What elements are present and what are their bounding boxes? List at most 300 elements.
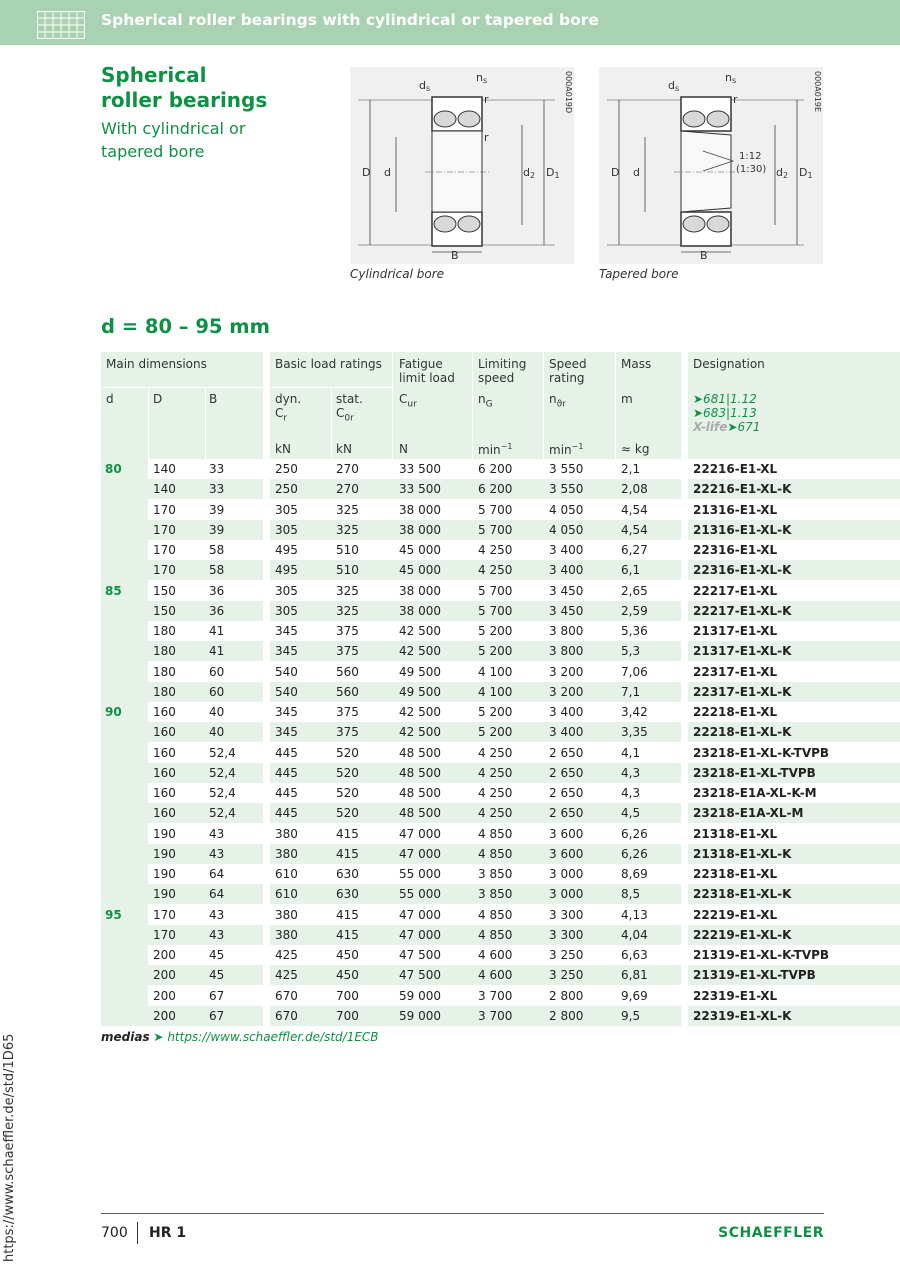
tapered-bore-figure: [599, 67, 823, 264]
table-cell: 610: [275, 867, 298, 881]
fig2-label-D1: D1: [799, 166, 813, 180]
table-cell: 520: [336, 765, 359, 780]
table-row: [0, 520, 900, 540]
table-cell: 560: [336, 684, 359, 699]
table-cell: 375: [336, 644, 359, 659]
th-main-dimensions: Main dimensions: [106, 357, 207, 371]
medias-link[interactable]: [101, 1030, 379, 1044]
table-cell: 6,63: [621, 948, 648, 962]
table-cell: 6,26: [621, 846, 648, 861]
table-row: [0, 803, 900, 823]
designation-cell: 22318-E1-XL: [693, 867, 778, 881]
table-cell: 425: [275, 968, 298, 983]
th-limiting: Limiting speed: [478, 357, 527, 385]
fig1-label-d: d: [384, 166, 391, 179]
table-cell: 150: [153, 603, 176, 618]
table-row: [0, 601, 900, 621]
th-unit-min-nr: $\min^{-1}$: [549, 442, 584, 457]
reference-link-671[interactable]: X-life➤671: [693, 420, 761, 434]
table-cell: 52,4: [209, 745, 236, 760]
table-cell: 6 200: [478, 482, 513, 497]
table-cell: 180: [153, 624, 176, 638]
table-cell: 140: [153, 482, 176, 497]
table-cell: 4 850: [478, 927, 513, 942]
table-cell: 4,3: [621, 786, 641, 800]
table-cell: 140: [153, 462, 176, 476]
table-cell: 4 050: [549, 502, 584, 517]
table-row: [0, 763, 900, 783]
table-cell: 4 250: [478, 745, 513, 760]
table-cell: 48 500: [399, 806, 441, 821]
table-cell: 610: [275, 887, 298, 902]
table-cell: 3 550: [549, 482, 584, 497]
table-row: [0, 844, 900, 864]
designation-cell: 23218-E1-XL-TVPB: [693, 765, 816, 780]
medias-url[interactable]: https://www.schaeffler.de/std/1ECB: [167, 1030, 379, 1044]
table-cell: 305: [275, 583, 298, 598]
table-cell: 495: [275, 543, 298, 557]
table-cell: 190: [153, 846, 176, 861]
table-cell: 170: [153, 543, 176, 557]
designation-cell: 21318-E1-XL: [693, 826, 778, 841]
th-cur: $C_{ur}$: [399, 392, 417, 410]
table-cell: 43: [209, 826, 225, 841]
th-B: B: [209, 392, 218, 406]
table-cell: 6,81: [621, 968, 648, 983]
table-cell: 560: [336, 664, 359, 679]
table-cell: 9,5: [621, 1008, 641, 1023]
table-cell: 3,42: [621, 705, 648, 719]
table-cell: 3 400: [549, 563, 584, 578]
table-cell: 5 200: [478, 725, 513, 740]
table-cell: 510: [336, 563, 359, 578]
table-cell: 510: [336, 543, 359, 557]
reference-link-683[interactable]: ➤683|1.13: [693, 406, 757, 420]
header-title: Spherical roller bearings with cylindrical or tapered bore: [101, 11, 599, 29]
fig2-label-D: D: [611, 166, 620, 179]
table-cell: 33 500: [399, 462, 441, 476]
table-cell: 4 100: [478, 684, 513, 699]
table-cell: 170: [153, 502, 176, 517]
section-title-line1: Spherical: [101, 63, 207, 87]
table-row: [0, 682, 900, 702]
table-cell: 4,5: [621, 806, 641, 821]
table-cell: 190: [153, 867, 176, 881]
fig2-label-B: B: [700, 249, 708, 262]
designation-cell: 21318-E1-XL-K: [693, 846, 792, 861]
table-row: [0, 986, 900, 1006]
fig1-label-B: B: [451, 249, 459, 262]
fig1-label-r1: r: [484, 93, 489, 106]
group-d-value: 95: [105, 907, 122, 922]
table-row: [0, 722, 900, 742]
table-cell: 630: [336, 887, 359, 902]
table-cell: 190: [153, 826, 176, 841]
table-cell: 540: [275, 664, 298, 679]
table-cell: 3 200: [549, 664, 584, 679]
th-dyn: dyn. $C_r$: [275, 392, 302, 424]
table-cell: 47 500: [399, 948, 441, 962]
designation-cell: 22317-E1-XL: [693, 664, 778, 679]
table-cell: 345: [275, 624, 298, 638]
table-cell: 4 850: [478, 826, 513, 841]
table-cell: 6,26: [621, 826, 648, 841]
section-subtitle-line2: tapered bore: [101, 142, 205, 161]
designation-cell: 21316-E1-XL: [693, 502, 778, 517]
table-cell: 5 700: [478, 583, 513, 598]
table-cell: 64: [209, 867, 225, 881]
designation-cell: 22318-E1-XL-K: [693, 887, 792, 902]
table-cell: 520: [336, 786, 359, 800]
table-cell: 380: [275, 907, 298, 922]
table-row: [0, 479, 900, 499]
table-cell: 4 250: [478, 765, 513, 780]
table-row: [0, 641, 900, 661]
reference-link-681[interactable]: ➤681|1.12: [693, 392, 757, 406]
designation-cell: 22316-E1-XL-K: [693, 563, 792, 578]
fig1-label-r2: r: [484, 131, 489, 144]
table-cell: 150: [153, 583, 176, 598]
fig2-label-ds: ds: [668, 79, 680, 93]
table-cell: 2,08: [621, 482, 648, 497]
table-cell: 250: [275, 482, 298, 497]
table-cell: 2 800: [549, 988, 584, 1003]
table-cell: 45 000: [399, 563, 441, 578]
th-stat: stat. $C_{0r}$: [336, 392, 363, 424]
table-cell: 45: [209, 968, 225, 983]
fig2-taper-ratio: 1:12: [739, 151, 762, 162]
table-cell: 415: [336, 927, 359, 942]
table-row: [0, 783, 900, 803]
fig2-label-ns: ns: [725, 71, 737, 85]
cylindrical-bore-caption: Cylindrical bore: [350, 267, 445, 281]
table-row: [0, 459, 900, 479]
designation-cell: 22216-E1-XL: [693, 462, 778, 476]
table-cell: 67: [209, 988, 225, 1003]
table-cell: 42 500: [399, 705, 441, 719]
table-cell: 6,27: [621, 543, 648, 557]
table-cell: 160: [153, 745, 176, 760]
group-d-value: 90: [105, 705, 122, 719]
fig1-label-ns: ns: [476, 71, 488, 85]
table-cell: 49 500: [399, 684, 441, 699]
th-basic-load: Basic load ratings: [275, 357, 382, 371]
designation-cell: 22218-E1-XL-K: [693, 725, 792, 740]
table-cell: 2 650: [549, 806, 584, 821]
table-cell: 380: [275, 927, 298, 942]
table-cell: 48 500: [399, 786, 441, 800]
th-m: m: [621, 392, 633, 406]
table-cell: 48 500: [399, 765, 441, 780]
table-cell: 325: [336, 522, 359, 537]
table-cell: 55 000: [399, 867, 441, 881]
table-row: [0, 743, 900, 763]
table-cell: 445: [275, 745, 298, 760]
designation-cell: 22217-E1-XL: [693, 583, 778, 598]
table-cell: 200: [153, 968, 176, 983]
table-cell: 3 700: [478, 988, 513, 1003]
table-row: [0, 540, 900, 560]
group-d-value: 80: [105, 462, 122, 476]
table-cell: 450: [336, 948, 359, 962]
table-cell: 325: [336, 583, 359, 598]
table-cell: 3,35: [621, 725, 648, 740]
table-row: [0, 965, 900, 985]
table-cell: 305: [275, 522, 298, 537]
table-cell: 170: [153, 522, 176, 537]
fig2-taper-ratio-alt: (1:30): [736, 164, 767, 175]
table-row: [0, 581, 900, 601]
table-cell: 60: [209, 664, 225, 679]
table-cell: 4,04: [621, 927, 648, 942]
table-cell: 3 800: [549, 624, 584, 638]
table-cell: 43: [209, 846, 225, 861]
designation-cell: 21319-E1-XL-K-TVPB: [693, 948, 830, 962]
table-cell: 2,1: [621, 462, 641, 476]
table-row: [0, 702, 900, 722]
designation-cell: 22219-E1-XL-K: [693, 927, 792, 942]
table-cell: 5 200: [478, 705, 513, 719]
fig1-label-d2: d2: [523, 166, 536, 180]
table-cell: 7,06: [621, 664, 648, 679]
table-cell: 33: [209, 462, 225, 476]
table-cell: 33 500: [399, 482, 441, 497]
table-cell: 52,4: [209, 765, 236, 780]
table-cell: 180: [153, 684, 176, 699]
designation-cell: 22216-E1-XL-K: [693, 482, 792, 497]
table-cell: 47 000: [399, 846, 441, 861]
table-cell: 160: [153, 705, 176, 719]
table-cell: 670: [275, 988, 298, 1003]
designation-cell: 23218-E1A-XL-M: [693, 806, 804, 821]
th-nr: $n_{ϑr}$: [549, 392, 566, 410]
designation-cell: 22319-E1-XL-K: [693, 1008, 792, 1023]
schaeffler-logo: SCHAEFFLER: [718, 1225, 824, 1241]
designation-cell: 23218-E1A-XL-K-M: [693, 786, 817, 800]
table-cell: 3 600: [549, 826, 584, 841]
th-fatigue: Fatigue limit load: [399, 357, 455, 385]
table-cell: 425: [275, 948, 298, 962]
fig1-label-ds: ds: [419, 79, 431, 93]
table-row: [0, 925, 900, 945]
table-cell: 415: [336, 907, 359, 922]
table-cell: 160: [153, 765, 176, 780]
th-references: [693, 392, 760, 434]
table-cell: 8,5: [621, 887, 641, 902]
designation-cell: 22316-E1-XL: [693, 543, 778, 557]
designation-cell: 21317-E1-XL-K: [693, 644, 792, 659]
th-speed-rating: Speed rating: [549, 357, 587, 385]
table-cell: 4 250: [478, 786, 513, 800]
table-cell: 630: [336, 867, 359, 881]
th-unit-kn-dyn: kN: [275, 442, 291, 456]
table-cell: 3 250: [549, 968, 584, 983]
table-cell: 42 500: [399, 644, 441, 659]
table-cell: 415: [336, 846, 359, 861]
table-cell: 38 000: [399, 502, 441, 517]
table-row: [0, 824, 900, 844]
table-cell: 3 450: [549, 603, 584, 618]
table-cell: 200: [153, 1008, 176, 1023]
th-mass: Mass: [621, 357, 652, 371]
medias-label: medias: [101, 1030, 150, 1044]
table-cell: 445: [275, 765, 298, 780]
table-cell: 3 200: [549, 684, 584, 699]
table-cell: 39: [209, 522, 225, 537]
table-row: [0, 1006, 900, 1026]
table-cell: 41: [209, 624, 225, 638]
designation-cell: 22319-E1-XL: [693, 988, 778, 1003]
designation-cell: 23218-E1-XL-K-TVPB: [693, 745, 830, 760]
table-row: [0, 945, 900, 965]
cylindrical-bore-figure: [350, 67, 574, 264]
table-cell: 3 450: [549, 583, 584, 598]
table-cell: 200: [153, 988, 176, 1003]
table-cell: 4,54: [621, 522, 648, 537]
tapered-bore-caption: Tapered bore: [599, 267, 679, 281]
table-cell: 445: [275, 786, 298, 800]
table-row: [0, 864, 900, 884]
table-cell: 5 200: [478, 644, 513, 659]
th-unit-min-ng: $\min^{-1}$: [478, 442, 513, 457]
table-cell: 270: [336, 482, 359, 497]
table-cell: 4,54: [621, 502, 648, 517]
table-cell: 4 250: [478, 563, 513, 578]
group-d-value: 85: [105, 583, 122, 598]
table-cell: 200: [153, 948, 176, 962]
table-cell: 375: [336, 705, 359, 719]
table-cell: 3 850: [478, 867, 513, 881]
table-cell: 4 250: [478, 543, 513, 557]
table-cell: 60: [209, 684, 225, 699]
designation-cell: 21319-E1-XL-TVPB: [693, 968, 816, 983]
footer-separator: [137, 1222, 138, 1244]
table-cell: 3 400: [549, 705, 584, 719]
table-cell: 3 000: [549, 867, 584, 881]
table-cell: 700: [336, 988, 359, 1003]
table-cell: 170: [153, 907, 176, 922]
table-cell: 45 000: [399, 543, 441, 557]
table-cell: 59 000: [399, 988, 441, 1003]
table-cell: 4 850: [478, 907, 513, 922]
designation-cell: 21316-E1-XL-K: [693, 522, 792, 537]
designation-cell: 22217-E1-XL-K: [693, 603, 792, 618]
table-cell: 305: [275, 502, 298, 517]
fig2-label-d2: d2: [776, 166, 789, 180]
table-cell: 375: [336, 725, 359, 740]
table-cell: 3 550: [549, 462, 584, 476]
table-cell: 305: [275, 603, 298, 618]
table-cell: 47 000: [399, 927, 441, 942]
table-cell: 47 500: [399, 968, 441, 983]
table-cell: 9,69: [621, 988, 648, 1003]
table-cell: 40: [209, 705, 225, 719]
table-cell: 3 300: [549, 927, 584, 942]
table-cell: 59 000: [399, 1008, 441, 1023]
table-cell: 40: [209, 725, 225, 740]
table-cell: 325: [336, 502, 359, 517]
th-unit-kn-stat: kN: [336, 442, 352, 456]
table-cell: 190: [153, 887, 176, 902]
table-cell: 380: [275, 826, 298, 841]
table-row: [0, 560, 900, 580]
table-cell: 4 250: [478, 806, 513, 821]
table-cell: 2 650: [549, 765, 584, 780]
designation-cell: 21317-E1-XL: [693, 624, 778, 638]
table-cell: 36: [209, 583, 225, 598]
table-cell: 180: [153, 664, 176, 679]
table-cell: 33: [209, 482, 225, 497]
table-cell: 38 000: [399, 522, 441, 537]
table-cell: 160: [153, 806, 176, 821]
table-cell: 7,1: [621, 684, 641, 699]
table-cell: 8,69: [621, 867, 648, 881]
table-cell: 47 000: [399, 907, 441, 922]
table-cell: 3 700: [478, 1008, 513, 1023]
table-cell: 170: [153, 927, 176, 942]
table-cell: 700: [336, 1008, 359, 1023]
table-cell: 520: [336, 745, 359, 760]
table-cell: 445: [275, 806, 298, 821]
th-d: d: [106, 392, 114, 406]
designation-cell: 22317-E1-XL-K: [693, 684, 792, 699]
table-cell: 270: [336, 462, 359, 476]
table-cell: 4,1: [621, 745, 641, 760]
table-cell: 4 100: [478, 664, 513, 679]
table-cell: 36: [209, 603, 225, 618]
table-row: [0, 621, 900, 641]
fig2-code: 000A019E: [813, 71, 822, 113]
table-cell: 3 800: [549, 644, 584, 659]
table-row: [0, 905, 900, 925]
th-designation: Designation: [693, 357, 765, 371]
x-life-logo: X-life: [693, 420, 728, 434]
table-cell: 670: [275, 1008, 298, 1023]
table-cell: 3 600: [549, 846, 584, 861]
table-cell: 2 650: [549, 745, 584, 760]
table-cell: 450: [336, 968, 359, 983]
table-cell: 2 800: [549, 1008, 584, 1023]
header-bar: [0, 0, 900, 45]
side-url[interactable]: https://www.schaeffler.de/std/1D65: [2, 1033, 17, 1262]
table-cell: 48 500: [399, 745, 441, 760]
fig2-label-r: r: [733, 93, 738, 106]
table-cell: 38 000: [399, 583, 441, 598]
section-subtitle: [101, 117, 245, 163]
table-cell: 55 000: [399, 887, 441, 902]
section-subtitle-line1: With cylindrical or: [101, 119, 246, 138]
table-cell: 2,65: [621, 583, 648, 598]
section-title-line2: roller bearings: [101, 88, 268, 112]
table-cell: 170: [153, 563, 176, 578]
table-cell: 250: [275, 462, 298, 476]
table-cell: 495: [275, 563, 298, 578]
table-cell: 52,4: [209, 786, 236, 800]
designation-cell: 22218-E1-XL: [693, 705, 778, 719]
table-cell: 380: [275, 846, 298, 861]
table-cell: 38 000: [399, 603, 441, 618]
fig1-label-D: D: [362, 166, 371, 179]
table-cell: 6,1: [621, 563, 641, 578]
table-cell: 3 400: [549, 543, 584, 557]
table-cell: 345: [275, 725, 298, 740]
table-cell: 540: [275, 684, 298, 699]
table-cell: 4,3: [621, 765, 641, 780]
designation-cell: 22219-E1-XL: [693, 907, 778, 922]
table-cell: 3 300: [549, 907, 584, 922]
table-cell: 4,13: [621, 907, 648, 922]
table-cell: 3 400: [549, 725, 584, 740]
